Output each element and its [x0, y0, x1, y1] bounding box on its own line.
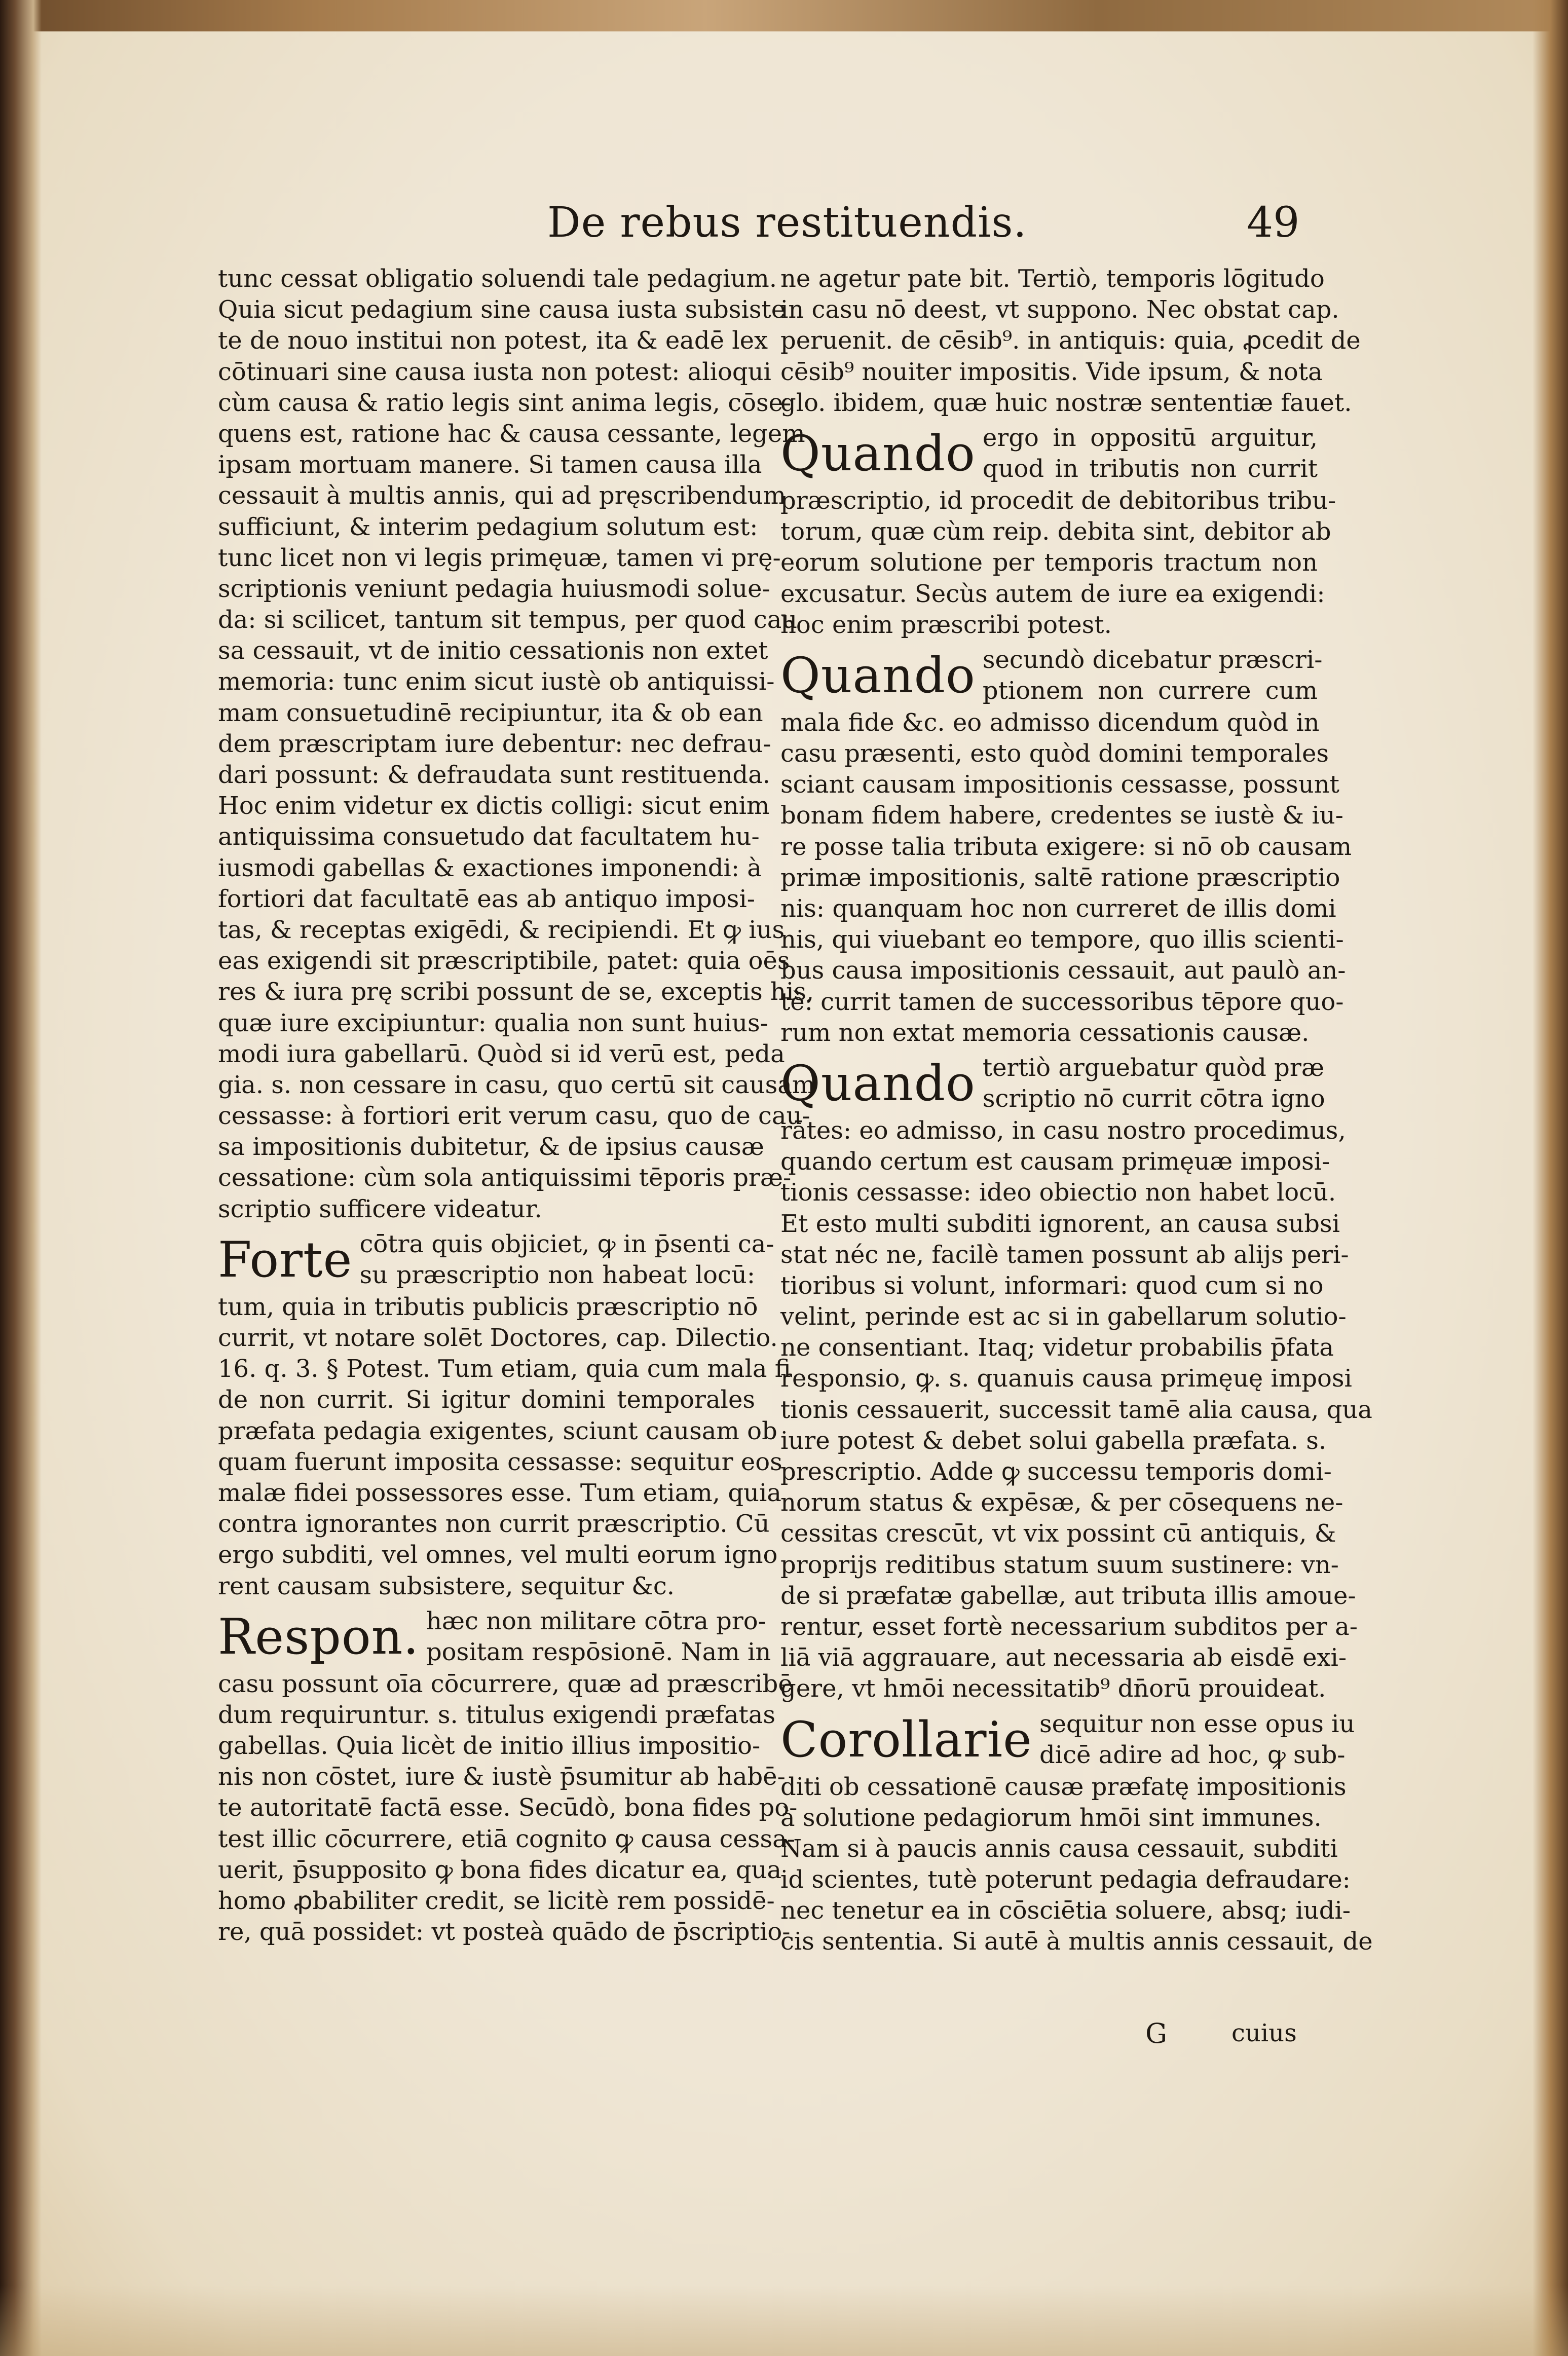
- text-line: fortiori dat facultatē eas ab antiquo imposi-: [218, 884, 755, 913]
- text-line: tum, quia in tributis publicis præscriptio nō: [218, 1292, 758, 1321]
- text-line: Nam si à paucis annis causa cessauit, subditi: [780, 1834, 1338, 1863]
- text-line: quam fuerunt imposita cessasse: sequitur eos: [218, 1447, 782, 1476]
- text-line: tionis cessasse: ideo obiectio non habet locū.: [780, 1178, 1336, 1207]
- text-line: peruenit. de cēsib⁹. in antiquis: quia, ꝓcedit de: [780, 326, 1361, 355]
- text-line: rātes: eo admisso, in casu nostro procedimus,: [780, 1116, 1346, 1145]
- quando-paragraph-2: [780, 645, 1352, 1049]
- text-line: rentur, esset fortè necessarium subditos per a-: [780, 1612, 1358, 1641]
- text-line: ipsam mortuam manere. Si tamen causa illa: [218, 451, 762, 479]
- text-line: in casu nō deest, vt suppono. Nec obstat cap.: [780, 295, 1339, 324]
- text-line: scriptionis veniunt pedagia huiusmodi solue-: [218, 574, 770, 603]
- text-line: uerit, p̄supposito ꝙ bona fides dicatur ea, qua: [218, 1855, 782, 1884]
- text-line: sequitur non esse opus iu: [1039, 1709, 1355, 1738]
- text-line: Et esto multi subditi ignorent, an causa subsi: [780, 1209, 1340, 1238]
- text-line: nis non cōstet, iure & iustè p̄sumitur ab habē-: [218, 1763, 786, 1791]
- text-line: quens est, ratione hac & causa cessante, legem: [218, 419, 805, 448]
- text-line: antiquissima consuetudo dat facultatem hu-: [218, 822, 760, 851]
- text-line: ergo in oppositū arguitur,: [982, 423, 1318, 452]
- signature-mark: G: [1145, 2017, 1168, 2049]
- text-line: bus causa impositionis cessauit, aut paulò an-: [780, 956, 1346, 985]
- quando-paragraph-3: [780, 1053, 1372, 1705]
- text-line: ergo subditi, vel omnes, vel multi eorum igno: [218, 1541, 778, 1569]
- folio-number: 49: [1247, 199, 1300, 247]
- text-line: à solutione pedagiorum hmōi sint immunes.: [780, 1803, 1322, 1832]
- paragraph-initial-word: Respon.: [218, 1608, 419, 1665]
- text-line: iusmodi gabellas & exactiones imponendi: à: [218, 853, 762, 882]
- text-line: primæ impositionis, saltē ratione præscriptio: [780, 863, 1340, 892]
- text-line: mam consuetudinē recipiuntur, ita & ob ean: [218, 698, 763, 727]
- text-line: rent causam subsistere, sequitur &c.: [218, 1572, 675, 1600]
- text-line: quando certum est causam primęuæ imposi-: [780, 1147, 1330, 1176]
- text-line: memoria: tunc enim sicut iustè ob antiquissi-: [218, 667, 775, 696]
- text-line: de non currit. Si igitur domini temporales: [218, 1386, 755, 1414]
- text-line: cis sententia. Si autē à multis annis cessauit, de: [780, 1927, 1373, 1956]
- paragraph-initial-word: Quando: [780, 425, 976, 482]
- text-line: cōtinuari sine causa iusta non potest: alioqui: [218, 357, 771, 386]
- text-line: ne agetur pate bit. Tertiò, temporis lōgitudo: [780, 265, 1325, 293]
- text-line: gere, vt hmōi necessitatib⁹ dn̄orū prouideat.: [780, 1674, 1326, 1703]
- text-line: cōtra quis objiciet, ꝙ in p̄senti ca-: [359, 1229, 774, 1258]
- text-line: sufficiunt, & interim pedagium solutum est:: [218, 512, 758, 541]
- forte-paragraph: [218, 1229, 791, 1602]
- text-line: norum status & expēsæ, & per cōsequens ne-: [780, 1488, 1343, 1517]
- catchword: cuius: [1231, 2019, 1297, 2047]
- text-line: hæc non militare cōtra pro-: [426, 1606, 766, 1635]
- text-line: dicē adire ad hoc, ꝙ sub-: [1039, 1740, 1346, 1769]
- text-line: currit, vt notare solēt Doctores, cap. Dilectio.: [218, 1324, 778, 1352]
- text-line: positam respōsionē. Nam in: [426, 1637, 771, 1666]
- text-line: gabellas. Quia licèt de initio illius impositio-: [218, 1732, 761, 1761]
- text-line: quæ iure excipiuntur: qualia non sunt huius-: [218, 1008, 768, 1037]
- text-line: proprijs reditibus statum suum sustinere: vn-: [780, 1550, 1339, 1579]
- text-line: responsio, ꝙ. s. quanuis causa primęuę imposi: [780, 1364, 1352, 1393]
- paragraph-initial-word: Quando: [780, 1055, 976, 1112]
- text-line: tè: currit tamen de successoribus tēpore quo-: [780, 987, 1344, 1016]
- paragraph-initial-word: Forte: [218, 1231, 353, 1288]
- quando-paragraph-1: [780, 423, 1336, 641]
- text-line: modi iura gabellarū. Quòd si id verū est, peda: [218, 1039, 785, 1068]
- text-line: prescriptio. Adde ꝙ successu temporis domi-: [780, 1457, 1332, 1486]
- text-line: Quia sicut pedagium sine causa iusta subsiste: [218, 295, 786, 324]
- text-line: tertiò arguebatur quòd præ: [982, 1053, 1324, 1082]
- corollarie-paragraph: [780, 1709, 1373, 1958]
- text-line: dem præscriptam iure debentur: nec defrau-: [218, 729, 771, 758]
- text-line: re posse talia tributa exigere: si nō ob causam: [780, 832, 1352, 861]
- text-line: cēsib⁹ nouiter impositis. Vide ipsum, & nota: [780, 357, 1323, 386]
- text-line: bonam fidem habere, credentes se iustè & iu-: [780, 801, 1343, 830]
- text-line: cessauit à multis annis, qui ad pręscribendum: [218, 481, 787, 510]
- respon-paragraph: [218, 1606, 798, 1948]
- right-paragraph-opening: [780, 264, 1361, 419]
- text-line: da: si scilicet, tantum sit tempus, per quod cau: [218, 606, 798, 634]
- text-line: nis: quanquam hoc non curreret de illis domi: [780, 894, 1336, 923]
- text-line: tionis cessauerit, successit tamē alia causa, qua: [780, 1395, 1372, 1424]
- text-line: velint, perinde est ac si in gabellarum solutio-: [780, 1302, 1347, 1331]
- text-line: eorum solutione per temporis tractum non: [780, 548, 1318, 577]
- text-line: hoc enim præscribi potest.: [780, 610, 1112, 639]
- text-line: glo. ibidem, quæ huic nostræ sententiæ fauet.: [780, 388, 1352, 417]
- text-line: te autoritatē factā esse. Secūdò, bona fides po-: [218, 1793, 798, 1822]
- text-line: cessasse: à fortiori erit verum casu, quo de cau-: [218, 1102, 810, 1131]
- text-line: cùm causa & ratio legis sint anima legis, cōse-: [218, 388, 792, 417]
- text-line: dari possunt: & defraudata sunt restituenda.: [218, 761, 770, 789]
- text-line: excusatur. Secùs autem de iure ea exigendi:: [780, 579, 1325, 608]
- text-line: Hoc enim videtur ex dictis colligi: sicut enim: [218, 792, 770, 820]
- text-line: tunc licet non vi legis primęuæ, tamen vi prę-: [218, 543, 781, 572]
- right-column: [780, 264, 1373, 1958]
- text-line: eas exigendi sit præscriptibile, patet: quia oēs: [218, 947, 790, 976]
- text-line: præscriptio, id procedit de debitoribus tribu-: [780, 486, 1336, 515]
- text-line: scriptio nō currit cōtra igno: [982, 1084, 1325, 1113]
- text-line: homo ꝓbabiliter credit, se licitè rem possidē-: [218, 1887, 775, 1915]
- text-line: sa impositionis dubitetur, & de ipsius causæ: [218, 1133, 764, 1162]
- text-line: quod in tributis non currit: [982, 455, 1318, 483]
- left-paragraph-opening: [218, 264, 815, 1225]
- text-line: res & iura prę scribi possunt de se, exceptis his,: [218, 978, 814, 1006]
- binding-top-edge: [0, 0, 1568, 31]
- left-column: [218, 264, 815, 1948]
- text-line: secundò dicebatur præscri-: [982, 645, 1323, 674]
- text-line: contra ignorantes non currit præscriptio. Cū: [218, 1510, 770, 1539]
- text-line: test illic cōcurrere, etiā cognito ꝙ causa cessa-: [218, 1824, 795, 1853]
- running-title: De rebus restituendis.: [547, 199, 1027, 247]
- text-line: dum requiruntur. s. titulus exigendi præfatas: [218, 1700, 775, 1729]
- text-line: liā viā aggrauare, aut necessaria ab eisdē exi-: [780, 1643, 1347, 1672]
- text-line: malæ fidei possessores esse. Tum etiam, quia: [218, 1478, 781, 1507]
- text-line: mala fide &c. eo admisso dicendum quòd in: [780, 708, 1320, 737]
- text-line: diti ob cessationē causæ præfatę impositionis: [780, 1772, 1347, 1801]
- text-line: torum, quæ cùm reip. debita sint, debitor ab: [780, 517, 1331, 546]
- text-line: nec tenetur ea in cōsciētia soluere, absq; iudi-: [780, 1896, 1351, 1925]
- text-line: id scientes, tutè poterunt pedagia defraudare:: [780, 1865, 1351, 1894]
- text-line: iure potest & debet solui gabella præfata. s.: [780, 1426, 1327, 1455]
- text-line: 16. q. 3. § Potest. Tum etiam, quia cum mala fi: [218, 1355, 791, 1383]
- page-bottom-shade: [0, 2285, 1568, 2356]
- text-line: stat néc ne, facilè tamen possunt ab alijs peri-: [780, 1240, 1349, 1269]
- paragraph-initial-word: Quando: [780, 647, 976, 704]
- text-line: sa cessauit, vt de initio cessationis non extet: [218, 637, 768, 665]
- text-line: casu possunt oīa cōcurrere, quæ ad præscribē: [218, 1669, 793, 1698]
- page-gutter-shadow: [0, 0, 42, 2356]
- text-line: sciant causam impositionis cessasse, possunt: [780, 770, 1339, 799]
- page-fore-edge: [1533, 0, 1568, 2356]
- text-line: tioribus si volunt, informari: quod cum si no: [780, 1271, 1324, 1300]
- text-line: tas, & receptas exigēdi, & recipiendi. Et ꝙ ius: [218, 915, 785, 944]
- text-line: te de nouo institui non potest, ita & eadē lex: [218, 326, 768, 355]
- text-line: su præscriptio non habeat locū:: [359, 1261, 755, 1289]
- text-line: rum non extat memoria cessationis causæ.: [780, 1018, 1310, 1047]
- text-line: casu præsenti, esto quòd domini temporales: [780, 739, 1329, 768]
- text-line: re, quā possidet: vt posteà quādo de p̄scriptio-: [218, 1918, 791, 1947]
- text-line: scriptio sufficere videatur.: [218, 1194, 542, 1223]
- paragraph-initial-word: Corollarie: [780, 1711, 1032, 1768]
- text-line: ne consentiant. Itaq; videtur probabilis p̄fata: [780, 1333, 1334, 1362]
- text-line: de si præfatæ gabellæ, aut tributa illis amoue-: [780, 1581, 1356, 1610]
- text-line: tunc cessat obligatio soluendi tale pedagium.: [218, 265, 777, 293]
- text-line: gia. s. non cessare in casu, quo certū sit causam: [218, 1070, 815, 1099]
- text-line: cessatione: cùm sola antiquissimi tēporis præ-: [218, 1164, 792, 1192]
- text-line: præfata pedagia exigentes, sciunt causam ob: [218, 1416, 777, 1445]
- text-line: cessitas crescūt, vt vix possint cū antiquis, &: [780, 1519, 1336, 1548]
- text-line: nis, qui viuebant eo tempore, quo illis scienti-: [780, 925, 1344, 954]
- text-line: ptionem non currere cum: [982, 677, 1318, 705]
